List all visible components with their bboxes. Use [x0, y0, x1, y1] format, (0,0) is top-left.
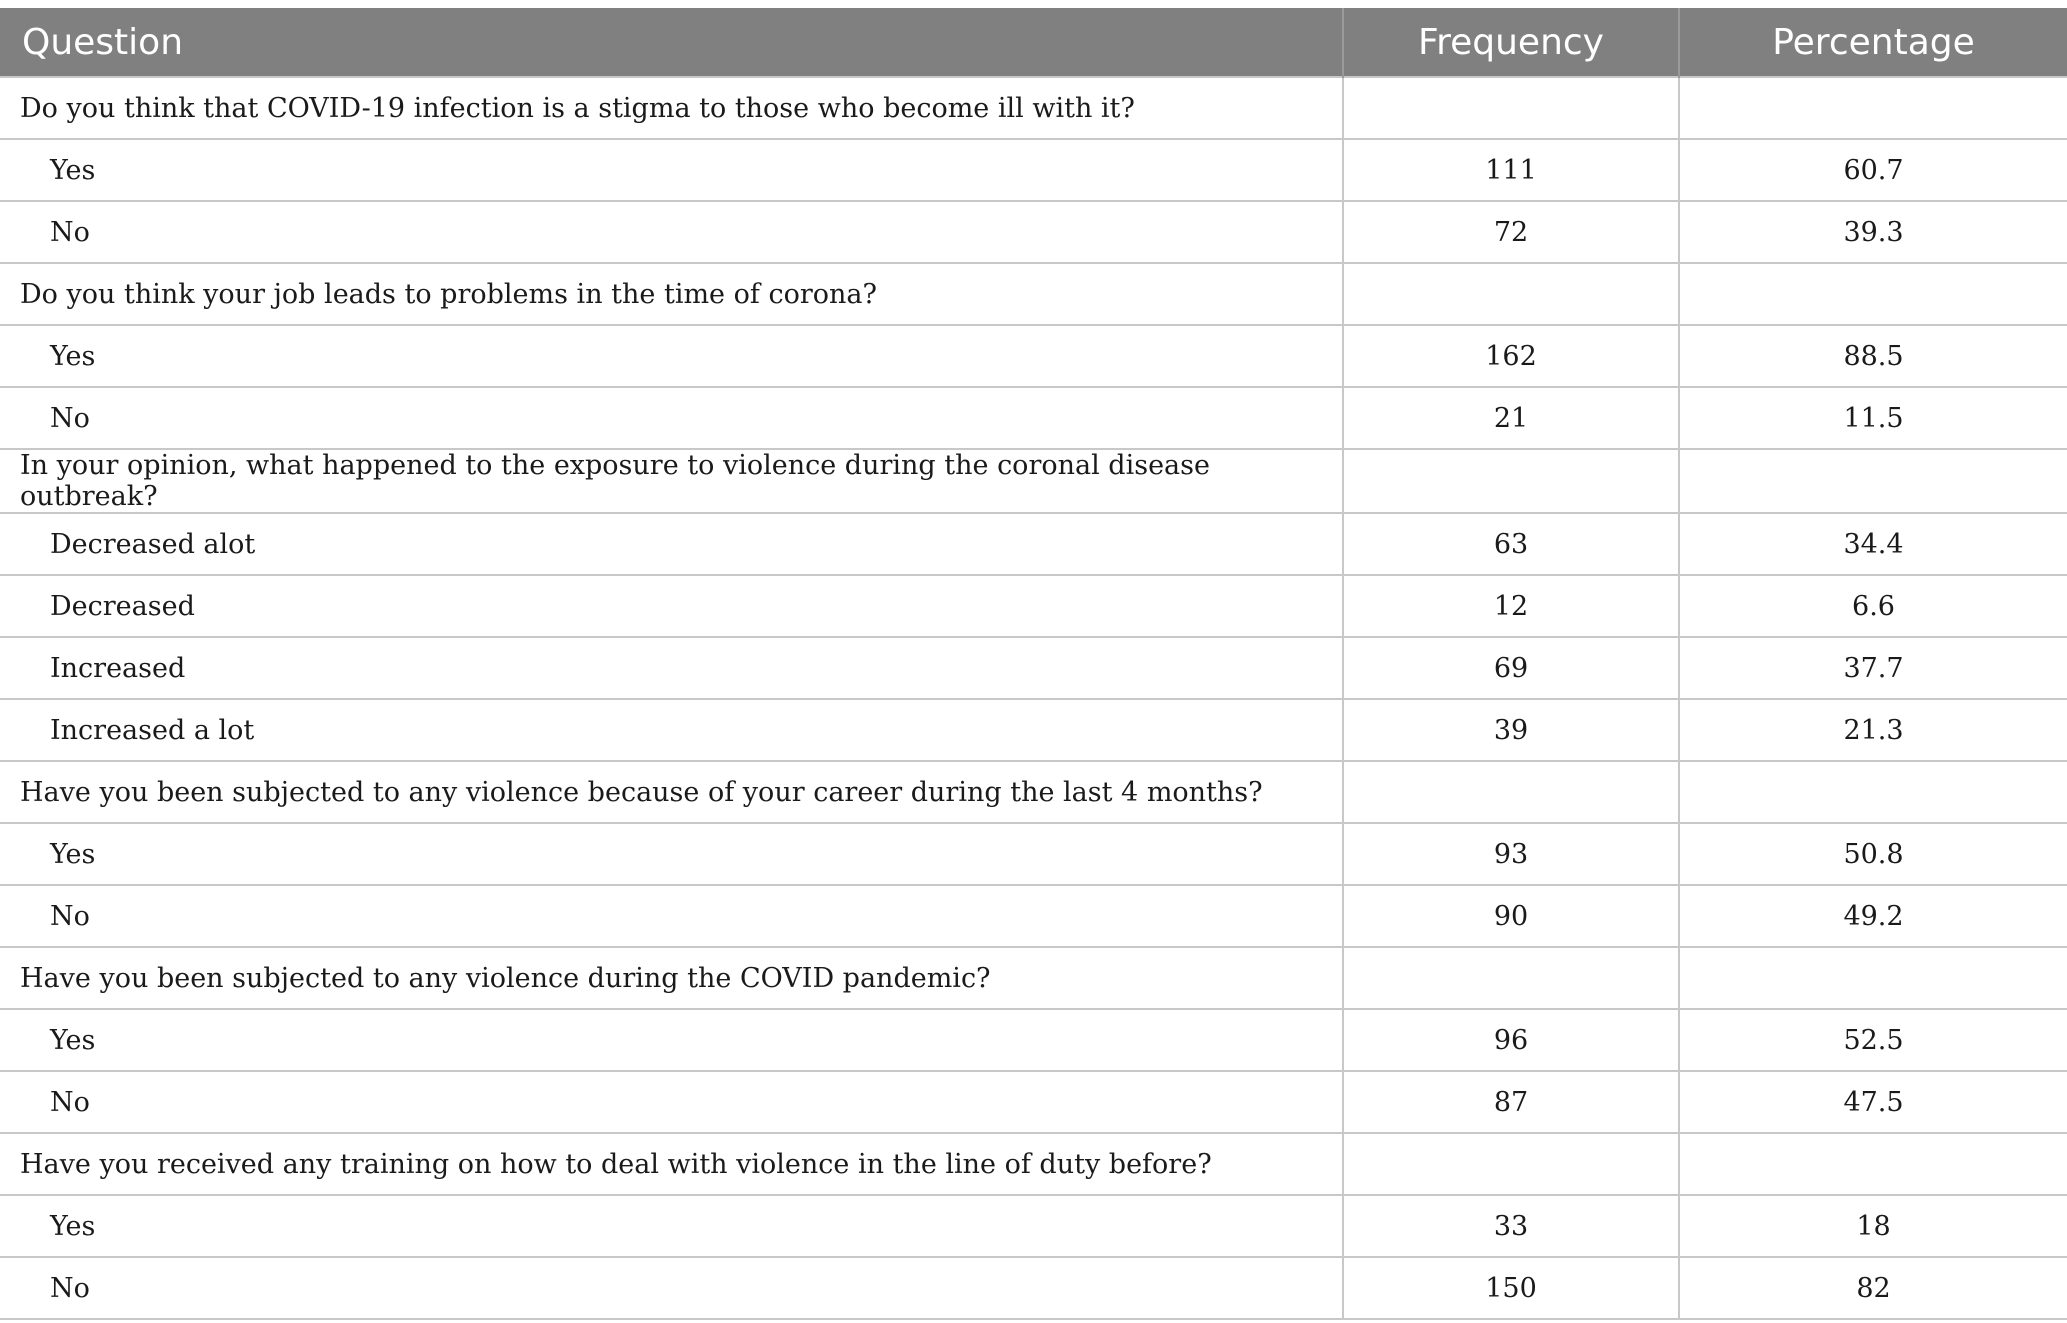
question-row	[0, 1133, 2067, 1195]
answer-row	[0, 1257, 2067, 1319]
frequency-cell	[1343, 449, 1679, 513]
answer-label: Yes	[0, 1009, 1343, 1071]
percentage-cell	[1679, 449, 2067, 513]
survey-table	[0, 8, 2067, 1320]
answer-row	[0, 513, 2067, 575]
frequency-cell: 69	[1343, 637, 1679, 699]
question-row	[0, 263, 2067, 325]
answer-label: Yes	[0, 823, 1343, 885]
percentage-cell: 34.4	[1679, 513, 2067, 575]
answer-label: Decreased alot	[0, 513, 1343, 575]
frequency-cell	[1343, 263, 1679, 325]
percentage-cell	[1679, 1133, 2067, 1195]
percentage-cell: 49.2	[1679, 885, 2067, 947]
answer-row	[0, 387, 2067, 449]
frequency-cell: 90	[1343, 885, 1679, 947]
frequency-cell	[1343, 1133, 1679, 1195]
answer-label: No	[0, 885, 1343, 947]
frequency-cell: 33	[1343, 1195, 1679, 1257]
header-percentage: Percentage	[1679, 8, 2067, 77]
frequency-cell: 63	[1343, 513, 1679, 575]
frequency-cell: 93	[1343, 823, 1679, 885]
answer-label: Yes	[0, 139, 1343, 201]
answer-label: Yes	[0, 1195, 1343, 1257]
percentage-cell: 37.7	[1679, 637, 2067, 699]
answer-row	[0, 1071, 2067, 1133]
question-label: Have you been subjected to any violence during the COVID pandemic?	[0, 947, 1343, 1009]
answer-label: Decreased	[0, 575, 1343, 637]
question-row	[0, 761, 2067, 823]
answer-label: Increased a lot	[0, 699, 1343, 761]
percentage-cell	[1679, 77, 2067, 139]
frequency-cell: 150	[1343, 1257, 1679, 1319]
table-body	[0, 77, 2067, 1319]
frequency-cell	[1343, 947, 1679, 1009]
frequency-cell	[1343, 77, 1679, 139]
answer-label: No	[0, 1071, 1343, 1133]
answer-label: Yes	[0, 325, 1343, 387]
percentage-cell	[1679, 947, 2067, 1009]
question-label: Do you think your job leads to problems in the time of corona?	[0, 263, 1343, 325]
frequency-cell: 12	[1343, 575, 1679, 637]
frequency-cell: 162	[1343, 325, 1679, 387]
question-label: Do you think that COVID-19 infection is a stigma to those who become ill with it?	[0, 77, 1343, 139]
frequency-cell: 87	[1343, 1071, 1679, 1133]
header-frequency: Frequency	[1343, 8, 1679, 77]
answer-row	[0, 637, 2067, 699]
question-label: In your opinion, what happened to the exposure to violence during the coronal disease outbreak?	[0, 449, 1343, 513]
frequency-cell	[1343, 761, 1679, 823]
percentage-cell: 6.6	[1679, 575, 2067, 637]
answer-label: No	[0, 201, 1343, 263]
frequency-cell: 111	[1343, 139, 1679, 201]
answer-row	[0, 1195, 2067, 1257]
question-row	[0, 947, 2067, 1009]
survey-table-container	[0, 8, 2067, 1320]
percentage-cell: 50.8	[1679, 823, 2067, 885]
answer-row	[0, 823, 2067, 885]
answer-label: No	[0, 1257, 1343, 1319]
percentage-cell: 11.5	[1679, 387, 2067, 449]
answer-row	[0, 201, 2067, 263]
answer-row	[0, 1009, 2067, 1071]
percentage-cell	[1679, 263, 2067, 325]
table-header	[0, 8, 2067, 77]
frequency-cell: 39	[1343, 699, 1679, 761]
percentage-cell: 21.3	[1679, 699, 2067, 761]
frequency-cell: 96	[1343, 1009, 1679, 1071]
answer-row	[0, 575, 2067, 637]
percentage-cell: 18	[1679, 1195, 2067, 1257]
percentage-cell: 88.5	[1679, 325, 2067, 387]
header-row	[0, 8, 2067, 77]
answer-row	[0, 139, 2067, 201]
answer-row	[0, 885, 2067, 947]
answer-label: No	[0, 387, 1343, 449]
frequency-cell: 72	[1343, 201, 1679, 263]
percentage-cell: 39.3	[1679, 201, 2067, 263]
answer-row	[0, 699, 2067, 761]
percentage-cell: 47.5	[1679, 1071, 2067, 1133]
answer-label: Increased	[0, 637, 1343, 699]
header-question: Question	[0, 8, 1343, 77]
frequency-cell: 21	[1343, 387, 1679, 449]
question-row	[0, 77, 2067, 139]
answer-row	[0, 325, 2067, 387]
percentage-cell: 60.7	[1679, 139, 2067, 201]
question-row	[0, 449, 2067, 513]
percentage-cell: 82	[1679, 1257, 2067, 1319]
percentage-cell: 52.5	[1679, 1009, 2067, 1071]
percentage-cell	[1679, 761, 2067, 823]
question-label: Have you been subjected to any violence because of your career during the last 4 months?	[0, 761, 1343, 823]
question-label: Have you received any training on how to deal with violence in the line of duty before?	[0, 1133, 1343, 1195]
